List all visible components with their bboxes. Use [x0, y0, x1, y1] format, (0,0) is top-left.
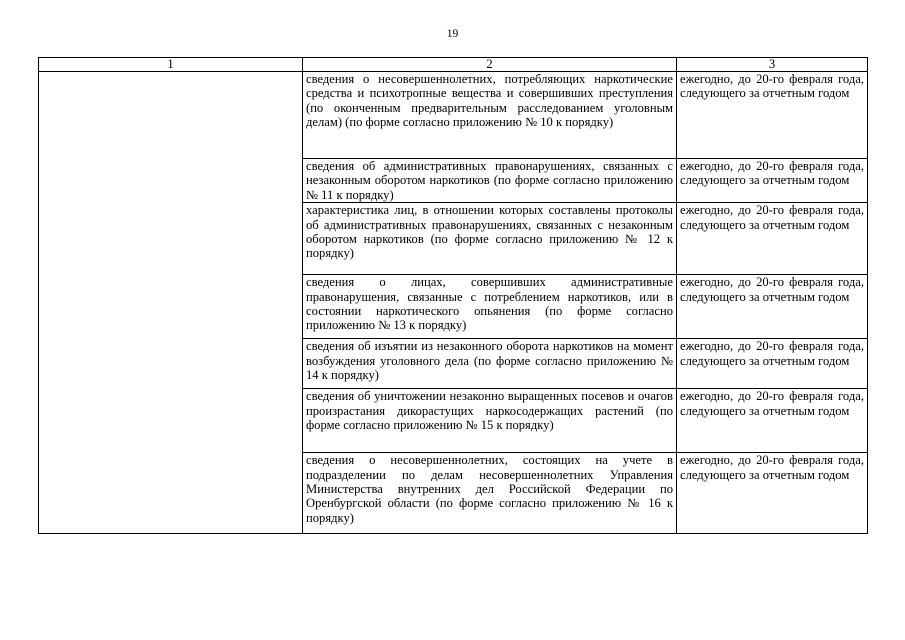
- report-deadline: ежегодно, до 20-го февраля года, следующего за отчетным годом: [677, 339, 868, 389]
- report-description: сведения о лицах, совершивших административные правонарушения, связанные с потреблением наркотиков, или в состоянии наркотического опьянения (по форме согласно приложению № 13 к порядку): [303, 275, 677, 339]
- column-header-2: 2: [303, 58, 677, 72]
- table-row: [39, 72, 868, 159]
- report-deadline: ежегодно, до 20-го февраля года, следующего за отчетным годом: [677, 203, 868, 275]
- report-description: сведения об административных правонарушениях, связанных с незаконным оборотом наркотиков (по форме согласно приложению № 11 к порядку): [303, 159, 677, 203]
- report-description: сведения о несовершеннолетних, состоящих на учете в подразделении по делам несовершеннолетних Управления Министерства внутренних дел Российской Федерации по Оренбургской области (по форме согласно приложению № 16 к порядку): [303, 453, 677, 534]
- column-header-1: 1: [39, 58, 303, 72]
- reporting-table: [38, 57, 868, 534]
- report-deadline: ежегодно, до 20-го февраля года, следующего за отчетным годом: [677, 159, 868, 203]
- report-description: сведения о несовершеннолетних, потребляющих наркотические средства и психотропные вещества и совершивших преступления (по оконченным предварительным расследованием уголовным делам) (по форме согласно приложению № 10 к порядку): [303, 72, 677, 159]
- page-number: 19: [446, 28, 459, 40]
- table-body: [39, 72, 868, 534]
- column-header-3: 3: [677, 58, 868, 72]
- report-deadline: ежегодно, до 20-го февраля года, следующего за отчетным годом: [677, 389, 868, 453]
- report-deadline: ежегодно, до 20-го февраля года, следующего за отчетным годом: [677, 72, 868, 159]
- report-description: сведения об изъятии из незаконного оборота наркотиков на момент возбуждения уголовного дела (по форме согласно приложению № 14 к порядку): [303, 339, 677, 389]
- report-description: сведения об уничтожении незаконно выращенных посевов и очагов произрастания дикорастущих наркосодержащих растений (по форме согласно приложению № 15 к порядку): [303, 389, 677, 453]
- table-header-row: [39, 58, 868, 72]
- column-1-merged-cell: [39, 72, 303, 534]
- report-deadline: ежегодно, до 20-го февраля года, следующего за отчетным годом: [677, 453, 868, 534]
- report-description: характеристика лиц, в отношении которых составлены протоколы об административных правонарушениях, связанных с незаконным оборотом наркотиков (по форме согласно приложению № 12 к порядку): [303, 203, 677, 275]
- table-header: [39, 58, 868, 72]
- report-deadline: ежегодно, до 20-го февраля года, следующего за отчетным годом: [677, 275, 868, 339]
